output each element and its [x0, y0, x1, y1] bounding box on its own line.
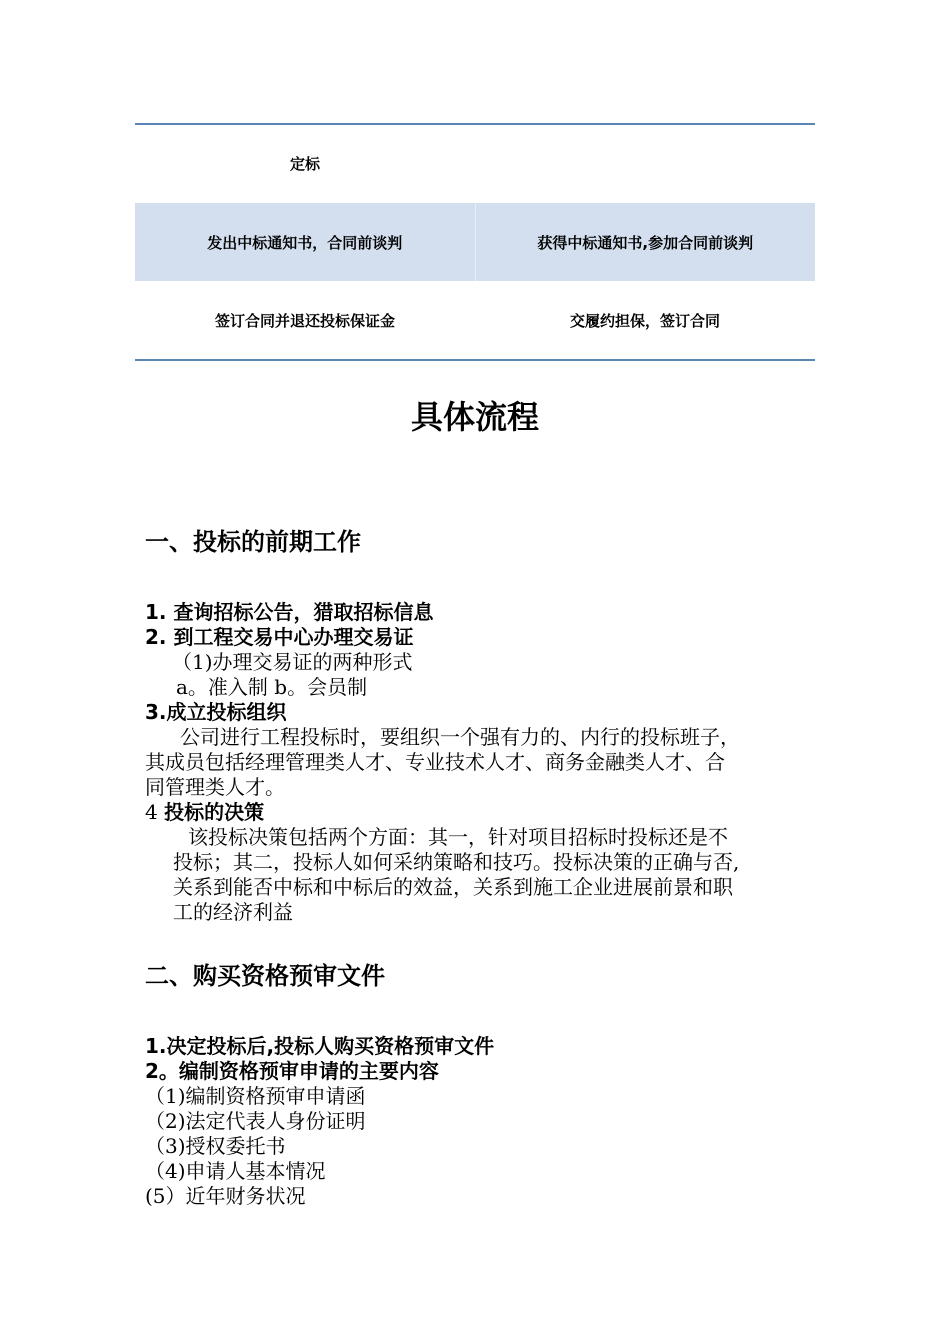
paragraph-line: 工的经济利益: [173, 900, 293, 924]
list-item: [145, 800, 264, 825]
sub-item: （1)办理交易证的两种形式: [172, 650, 413, 674]
section-heading: 一、投标的前期工作: [145, 528, 361, 556]
section-heading: 二、购买资格预审文件: [145, 962, 385, 990]
list-item: 3.成立投标组织: [145, 700, 287, 724]
sub-item: （3)授权委托书: [145, 1134, 286, 1158]
sub-item: （1)编制资格预审申请函: [145, 1084, 366, 1108]
table-row: [135, 125, 815, 203]
paragraph-line: 关系到能否中标和中标后的效益，关系到施工企业进展前景和职: [173, 875, 733, 899]
table-row: [135, 203, 815, 281]
sub-item: （2)法定代表人身份证明: [145, 1109, 366, 1133]
list-item: 2. 到工程交易中心办理交易证: [145, 625, 414, 649]
list-item: 1. 查询招标公告，猎取招标信息: [145, 600, 434, 624]
list-item: 1.决定投标后,投标人购买资格预审文件: [145, 1034, 495, 1058]
table-bottom-rule: [135, 359, 815, 361]
paragraph-line: 投标；其二，投标人如何采纳策略和技巧。投标决策的正确与否,: [173, 850, 740, 874]
sub-item: a。准入制 b。会员制: [176, 675, 368, 699]
list-item: 2。编制资格预审申请的主要内容: [145, 1059, 439, 1083]
page-title: 具体流程: [410, 398, 539, 436]
table-cell: [475, 125, 815, 203]
process-table: [135, 123, 815, 361]
sub-item: （4)申请人基本情况: [145, 1159, 326, 1183]
item-label: 投标的决策: [164, 800, 265, 824]
paragraph-line: 同管理类人才。: [145, 775, 285, 799]
table-cell: 获得中标通知书,参加合同前谈判: [476, 203, 816, 281]
paragraph-line: 其成员包括经理管理类人才、专业技术人才、商务金融类人才、合: [145, 750, 725, 774]
paragraph-line: 该投标决策包括两个方面：其一，针对项目招标时投标还是不: [188, 825, 728, 849]
paragraph-line: 公司进行工程投标时，要组织一个强有力的、内行的投标班子，: [180, 725, 740, 749]
table-cell: 签订合同并退还投标保证金: [214, 311, 395, 330]
table-cell: 定标: [289, 155, 320, 173]
table-row: [135, 281, 815, 359]
sub-item: (5）近年财务状况: [145, 1184, 306, 1208]
table-cell: 交履约担保，签订合同: [569, 311, 720, 330]
table-cell: 发出中标通知书，合同前谈判: [135, 203, 476, 281]
item-number: 4: [145, 800, 165, 824]
